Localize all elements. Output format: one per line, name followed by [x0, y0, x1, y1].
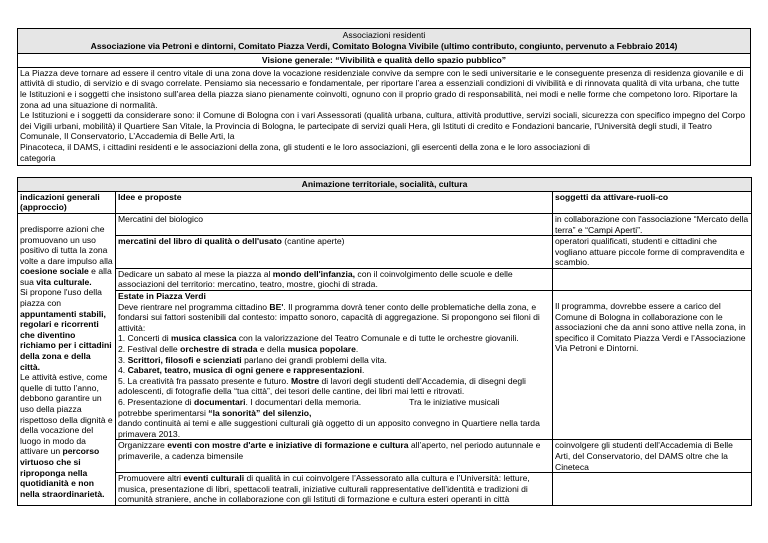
column-header: indicazioni generali (approccio) [18, 191, 116, 213]
actors-cell: in collaborazione con l'associazione “Mercato della terra” e “Campi Aperti”. [553, 213, 752, 235]
table-row [18, 213, 752, 235]
idea-cell: Organizzare eventi con mostre d'arte e iniziative di formazione e cultura all’aperto, nel periodo autunnale e primaverile, a cadenza bimensile [116, 440, 553, 473]
idea-bold: mercatini del libro di qualità o dell'usato [118, 236, 282, 247]
vision-paragraph: La Piazza deve tornare ad essere il centro vitale di una zona dove la vocazione residenziale convive da sempre con le sedi universitarie e le conseguente presenza di residenza giovanile e di attività di studio, di servizio e di svago correlate. Pensiamo sia necessario e fondamentale, per riportare l’area a essenziali condizioni di vivibilità e di rinnovata qualità di vita urbana, che tutte le Istituzioni e i soggetti che insistono sull'area della piazza siano pienamente coinvolti, ognuno con il proprio grado di responsabilità, nei modi e nelle forme che competono loro. Riportare la zona ad una situazione di normalità. [20, 67, 744, 110]
table-title: Animazione territoriale, socialità, cultura [18, 178, 752, 192]
idea-text: (cantine aperte) [281, 236, 345, 247]
header-subtitle: Associazione via Petroni e dintorni, Comitato Piazza Verdi, Comitato Bologna Vivibile (ultimo contributo, congiunto, pervenuto a Febbraio 2014) [90, 40, 678, 51]
vision-title: Visione generale: “Vivibilità e qualità dello spazio pubblico” [18, 54, 750, 68]
guideline-text: e alla sua [20, 266, 112, 287]
actors-cell: coinvolgere gli studenti dell'Accademia di Belle Arti, del Conservatorio, del DAMS oltre che la Cineteca [553, 440, 752, 473]
page [17, 28, 751, 506]
idea-cell [116, 268, 553, 290]
guideline-text: Le attività estive, come quelle di tutto l’anno, debbono garantire un uso della piazza rispettoso della dignità e della vocazione del luogo in modo da attivare un [20, 372, 113, 457]
guideline-bold: percorso virtuoso che si riproponga nella quotidianità e non nella straordinarietà. [20, 446, 105, 499]
residents-section [17, 28, 751, 166]
proposals-table [17, 177, 752, 506]
guideline-text: predisporre azioni che promuovano un uso positivo di tutta la zona volte a dare impulso alla [20, 223, 113, 266]
actors-cell [553, 268, 752, 290]
idea-cell: Promuovere altri eventi culturali di qualità in cui coinvolgere l’Assessorato alla cultura e l’Università: letture, musica, presentazione di libri, spettacoli teatrali, iniziative culturali rappresentative dell’identità e tradizioni di comunità straniere, anche in collaborazione con gli Istituti di formazione e cultura esteri operanti in città [116, 473, 553, 506]
vision-paragraph: categoria [20, 152, 56, 163]
section-header [18, 29, 750, 54]
guideline-bold: appuntamenti stabili, regolari e ricorrenti che diventino richiamo per i cittadini della zona e della città. [20, 308, 112, 372]
actors-text: Il programma, dovrebbe essere a carico del Comune di Bologna in collaborazione con le associazioni che da anni sono attive nella zona, in specifico il Comitato Piazza Verdi e l’Associazione Via Petroni e Dintorni. [555, 301, 746, 354]
table-header-row [18, 191, 752, 213]
idea-bold: mondo dell'infanzia, [272, 268, 356, 279]
guideline-text: Si propone l'uso della piazza con [20, 287, 102, 309]
table-row [18, 268, 752, 290]
idea-text: con il coinvolgimento delle scuole e delle associazioni del territorio: mercatino, teatro, mostre, giochi di strada. [118, 268, 513, 290]
idea-text: Dedicare un sabato al mese la piazza al [118, 268, 273, 279]
column-header: soggetti da attivare-ruoli-co [553, 191, 752, 213]
idea-cell: Mercatini del biologico [116, 213, 553, 235]
general-guidelines-cell [18, 213, 116, 505]
actors-cell [553, 473, 752, 506]
guideline-bold: coesione sociale [20, 266, 89, 277]
actors-cell [553, 291, 752, 440]
guideline-bold: vita culturale. [36, 276, 92, 287]
vision-paragraph: Le Istituzioni e i soggetti da considerare sono: il Comune di Bologna con i vari Assessorati (qualità urbana, cultura, attività produttive, servizi sociali, sicurezza con specifico impegno del Corpo dei Vigili urbani, mobilità) il Quartiere San Vitale, la Provincia di Bologna, le partecipate di servizi quali Hera, gli Istituti di credito e Fondazioni bancarie, l'Università degli studi, il Teatro Comunale, Il Conservatorio, L’Accademia di Belle Arti, la [20, 110, 746, 142]
idea-title: Estate in Piazza Verdi [118, 291, 206, 302]
table-row [18, 291, 752, 440]
idea-cell: Estate in Piazza Verdi Deve rientrare nel programma cittadino BE'. Il programma dovrà tener conto delle problematiche della zona, e fondarsi sui fattori sostenibili dal contesto: impatto sonoro, capacità di aggregazione. Si propongono sei filoni di attività: 1. Concerti di musica classica con la valorizzazione del Teatro Comunale e di tutte le orchestre giovanili. 2. Festival delle orchestre di strada e della musica popolare. 3. Scrittori, filosofi e scienziati parlano dei grandi problemi della vita. 4. Cabaret, teatro, musica di ogni genere e rappresentazioni. 5. La creatività fra passato presente e futuro. Mostre di lavori degli studenti dell’Accademia, di disegni degli adolescenti, di fotografie della “tua città”, dei tesori delle cantine, dei libri mai letti e ritrovati. 6. Presentazione di documentari. I documentari della memoria. Tra le iniziative musicali potrebbe sperimentarsi “la sonorità” del silenzio, dando continuità ai temi e alle suggestioni culturali già oggetto di un apposito convegno in Quartiere nella tarda primavera 2013. [116, 291, 553, 440]
idea-cell [116, 236, 553, 269]
column-header: Idee e proposte [116, 191, 553, 213]
table-row [18, 236, 752, 269]
table-row [18, 473, 752, 506]
vision-body [18, 68, 750, 165]
actors-cell: operatori qualificati, studenti e cittadini che vogliano attuare piccole forme di compravendita e scambio. [553, 236, 752, 269]
table-row [18, 440, 752, 473]
header-title: Associazioni residenti [342, 30, 426, 40]
vision-paragraph: Pinacoteca, il DAMS, i cittadini residenti e le associazioni della zona, gli studenti e le loro associazioni, gli esercenti della zona e le loro associazioni di [20, 141, 590, 152]
